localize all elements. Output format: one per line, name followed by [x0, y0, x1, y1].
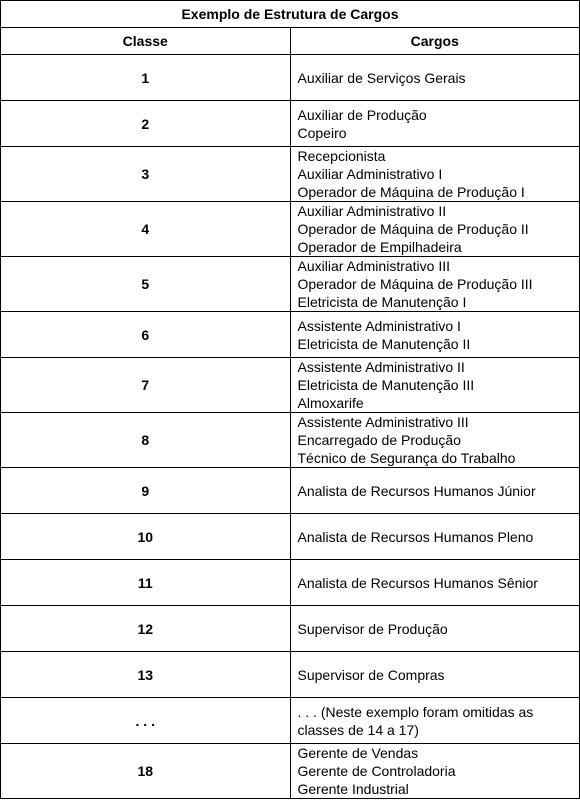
- cargos-cell: [290, 652, 580, 698]
- cargos-cell: [290, 514, 580, 560]
- cargos-cell: [290, 202, 580, 257]
- cargo: Auxiliar de Produção: [297, 106, 427, 123]
- cargos-cell: [290, 698, 580, 744]
- cargo: Assistente Administrativo III: [297, 414, 469, 430]
- cargo: Operador de Empilhadeira: [297, 239, 462, 255]
- class-cell: 5: [1, 257, 291, 312]
- table-row: [1, 257, 580, 312]
- table-row: [1, 358, 580, 413]
- cargo: Auxiliar de Serviços Gerais: [297, 69, 466, 86]
- class-cell: 12: [1, 606, 291, 652]
- cargo: Técnico de Segurança do Trabalho: [297, 450, 516, 466]
- cargo: Operador de Máquina de Produção I: [297, 184, 525, 200]
- class-cell: 2: [1, 101, 291, 147]
- table-row: [1, 514, 580, 560]
- table-row: [1, 468, 580, 514]
- cargo: Auxiliar Administrativo III: [297, 258, 450, 274]
- class-cell: 11: [1, 560, 291, 606]
- cargo: Assistente Administrativo II: [297, 359, 465, 375]
- cargos-cell: [290, 413, 580, 468]
- table-title: Exemplo de Estrutura de Cargos: [1, 1, 580, 28]
- cargos-cell: [290, 744, 580, 799]
- cargo: Eletricista de Manutenção III: [297, 377, 475, 393]
- cargo: Auxiliar Administrativo I: [297, 166, 443, 182]
- cargo: Eletricista de Manutenção I: [297, 294, 467, 310]
- cargo: Recepcionista: [297, 148, 386, 164]
- cargo: Analista de Recursos Humanos Sênior: [297, 574, 538, 591]
- class-cell: 18: [1, 744, 291, 799]
- class-cell: 3: [1, 147, 291, 202]
- table-title-row: [1, 1, 580, 28]
- class-cell: 1: [1, 55, 291, 101]
- cargos-cell: [290, 55, 580, 101]
- table-row: [1, 606, 580, 652]
- table-row: [1, 744, 580, 799]
- cargo: Supervisor de Compras: [297, 666, 445, 683]
- class-cell: . . .: [1, 698, 291, 744]
- table-row: [1, 560, 580, 606]
- cargos-cell: [290, 468, 580, 514]
- cargo: Assistente Administrativo I: [297, 317, 461, 334]
- cargo: Gerente Industrial: [297, 781, 409, 797]
- class-cell: 6: [1, 312, 291, 358]
- table-row: [1, 652, 580, 698]
- cargos-cell: [290, 358, 580, 413]
- cargo: Supervisor de Produção: [297, 620, 448, 637]
- header-cargos: Cargos: [290, 28, 580, 55]
- table-header-row: [1, 28, 580, 55]
- cargo: Copeiro: [297, 124, 347, 141]
- class-cell: 7: [1, 358, 291, 413]
- table-row: [1, 202, 580, 257]
- cargo: Auxiliar Administrativo II: [297, 203, 447, 219]
- cargo: Operador de Máquina de Produção II: [297, 221, 529, 237]
- cargos-cell: [290, 257, 580, 312]
- class-cell: 13: [1, 652, 291, 698]
- table-row: [1, 55, 580, 101]
- table-row: [1, 413, 580, 468]
- cargo: Analista de Recursos Humanos Pleno: [297, 528, 534, 545]
- cargos-cell: [290, 147, 580, 202]
- cargos-cell: [290, 560, 580, 606]
- cargo: Operador de Máquina de Produção III: [297, 276, 533, 292]
- cargo: Gerente de Vendas: [297, 745, 419, 761]
- table-row: [1, 101, 580, 147]
- cargo: Eletricista de Manutenção II: [297, 335, 471, 352]
- cargo: Almoxarife: [297, 395, 364, 411]
- table-row: [1, 698, 580, 744]
- cargo: Gerente de Controladoria: [297, 763, 456, 779]
- class-cell: 8: [1, 413, 291, 468]
- table-row: [1, 147, 580, 202]
- cargo: Encarregado de Produção: [297, 432, 461, 448]
- cargos-cell: [290, 312, 580, 358]
- class-cell: 9: [1, 468, 291, 514]
- cargos-cell: [290, 606, 580, 652]
- class-cell: 4: [1, 202, 291, 257]
- cargo: . . . (Neste exemplo foram omitidas as classes de 14 a 17): [297, 703, 534, 738]
- class-cell: 10: [1, 514, 291, 560]
- table-row: [1, 312, 580, 358]
- cargos-cell: [290, 101, 580, 147]
- cargo: Analista de Recursos Humanos Júnior: [297, 482, 536, 499]
- header-classe: Classe: [1, 28, 291, 55]
